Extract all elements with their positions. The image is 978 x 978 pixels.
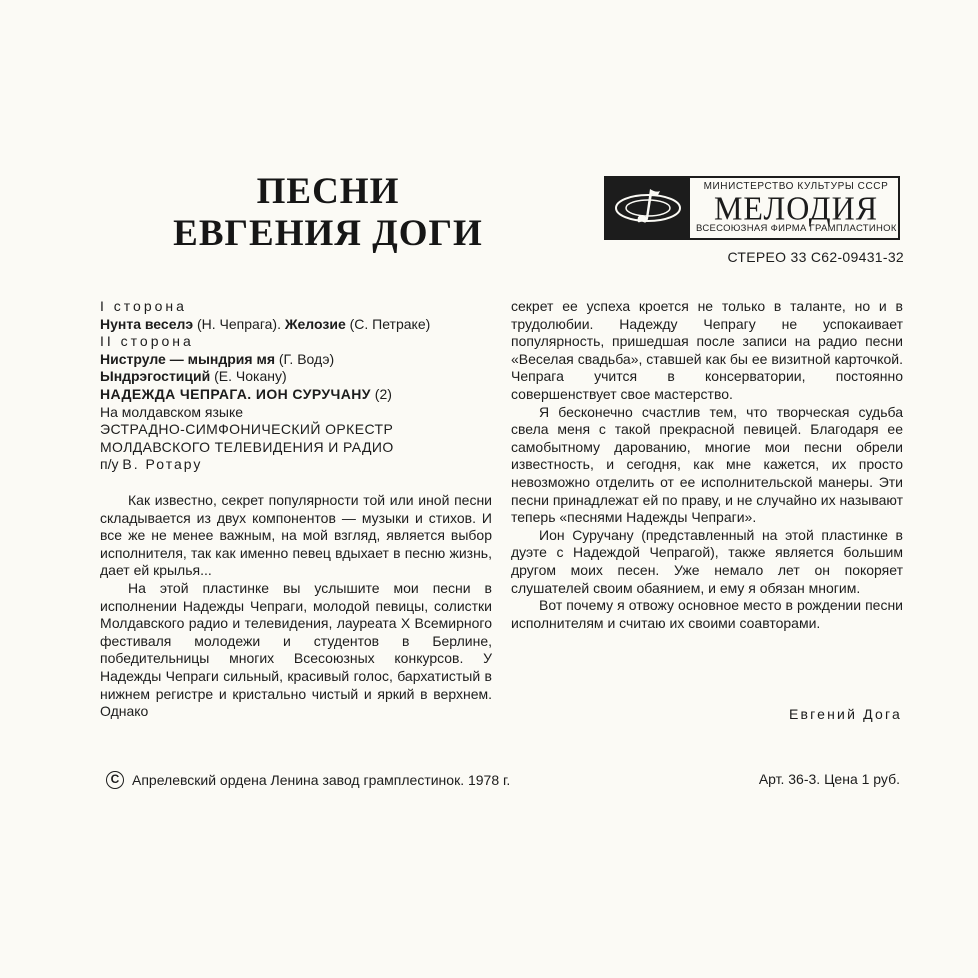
performers [100,386,496,404]
melodiya-logo [604,176,900,240]
price-line: Арт. 36-3. Цена 1 руб. [758,771,900,787]
author-signature: Евгений Дога [788,706,902,722]
track-author: (Г. Водэ) [275,350,335,367]
paragraph: На этой пластинке вы услышите мои песни в исполнении Надежды Чепраги, молодой певицы, солистки Молдавского радио и телевидения, лауреата X Всемирного фестиваля молодежи и студентов в Берлине, победительницы многих Всесоюзных конкурсов. У Надежды Чепраги сильный, красивый голос, бархатистый в нижнем регистре и кристально чистый и яркий в верхнем. Однако [100,579,492,720]
paragraph: Как известно, секрет популярности той или иной песни складывается из двух компонентов — музыки и стихов. И все же не менее важным, на мой взгляд, является выбор исполнителя, так как именно певец вдыхает в песню жизнь, дает ей крылья... [100,492,492,579]
track-author: (Е. Чокану) [210,368,287,385]
side-2-track-1 [100,351,496,369]
album-title [150,172,506,256]
conductor-prefix: п/у [100,456,123,473]
conductor-name: В. Ротару [122,456,203,473]
manufacturer-line [106,771,510,789]
language-note: На молдавском языке [100,403,244,420]
track-author: (С. Петраке) [345,315,431,332]
album-title-line-2: ЕВГЕНИЯ ДОГИ [173,213,483,254]
paragraph: Вот почему я отвожу основное место в рождении песни исполнителям и считаю их своими соавторами. [511,597,903,631]
side-1-label: I сторона [100,298,187,314]
paragraph: Я бесконечно счастлив тем, что творческая судьба свела меня с такой прекрасной певицей. Благодаря ее самобытному дарованию, многие мои песни обрели известность, и сегодня, как мне кажется, их просто невозможно отделить от ее исполнительской манеры. Эти песни принадлежат ей по праву, и не случайно их называют теперь «песнями Надежды Чепраги». [511,403,903,526]
performer-note: (2) [370,385,392,402]
copyright-icon: C [106,771,124,789]
track-title: Ниструле — мындрия мя [100,350,275,367]
tracklist [100,298,496,474]
track-title: Желозие [284,315,346,332]
logo-firm-line: ВСЕСОЮЗНАЯ ФИРМА ГРАМПЛАСТИНОК [696,223,897,234]
liner-notes-right [511,298,903,632]
orchestra-line-2: МОЛДАВСКОГО ТЕЛЕВИДЕНИЯ И РАДИО [100,438,394,455]
orchestra-line-1: ЭСТРАДНО-СИМФОНИЧЕСКИЙ ОРКЕСТР [100,421,394,438]
track-author: (Н. Чепрага). [193,315,285,332]
side-2-label: II сторона [100,333,194,350]
performer-names: НАДЕЖДА ЧЕПРАГА. ИОН СУРУЧАНУ [100,385,371,402]
album-title-line-1: ПЕСНИ [256,171,400,212]
logo-ministry-line: МИНИСТЕРСТВО КУЛЬТУРЫ СССР [703,181,889,192]
paragraph-continuation: секрет ее успеха кроется не только в таланте, но и в трудолюбии. Надежду Чепрагу не успокаивает популярность, пришедшая после записи на радио песни «Веселая свадьба», ставшей как бы ее визитной карточкой. Чепрага учится в консерватории, постоянно совершенствует свое мастерство. [511,298,903,402]
paragraph: Ион Суручану (представленный на этой пластинке в дуэте с Надеждой Чепрагой), также является большим другом моих песен. Уже немало лет он покоряет слушателей своим обаянием, и ему я обязан многим. [511,526,903,596]
melodiya-note-emblem-icon [606,178,690,238]
side-2-track-2 [100,368,496,386]
track-title: Нунта веселэ [100,315,194,332]
side-1-tracks [100,316,496,334]
conductor [100,456,496,474]
catalog-number: СТЕРЕО 33 С62-09431-32 [727,249,904,265]
track-title: Ындрэгостиций [100,368,211,385]
manufacturer-text: Апрелевский ордена Ленина завод грамплестинок. 1978 г. [132,772,511,788]
liner-notes-left [100,492,492,721]
logo-brand-name: МЕЛОДИЯ [713,189,879,227]
